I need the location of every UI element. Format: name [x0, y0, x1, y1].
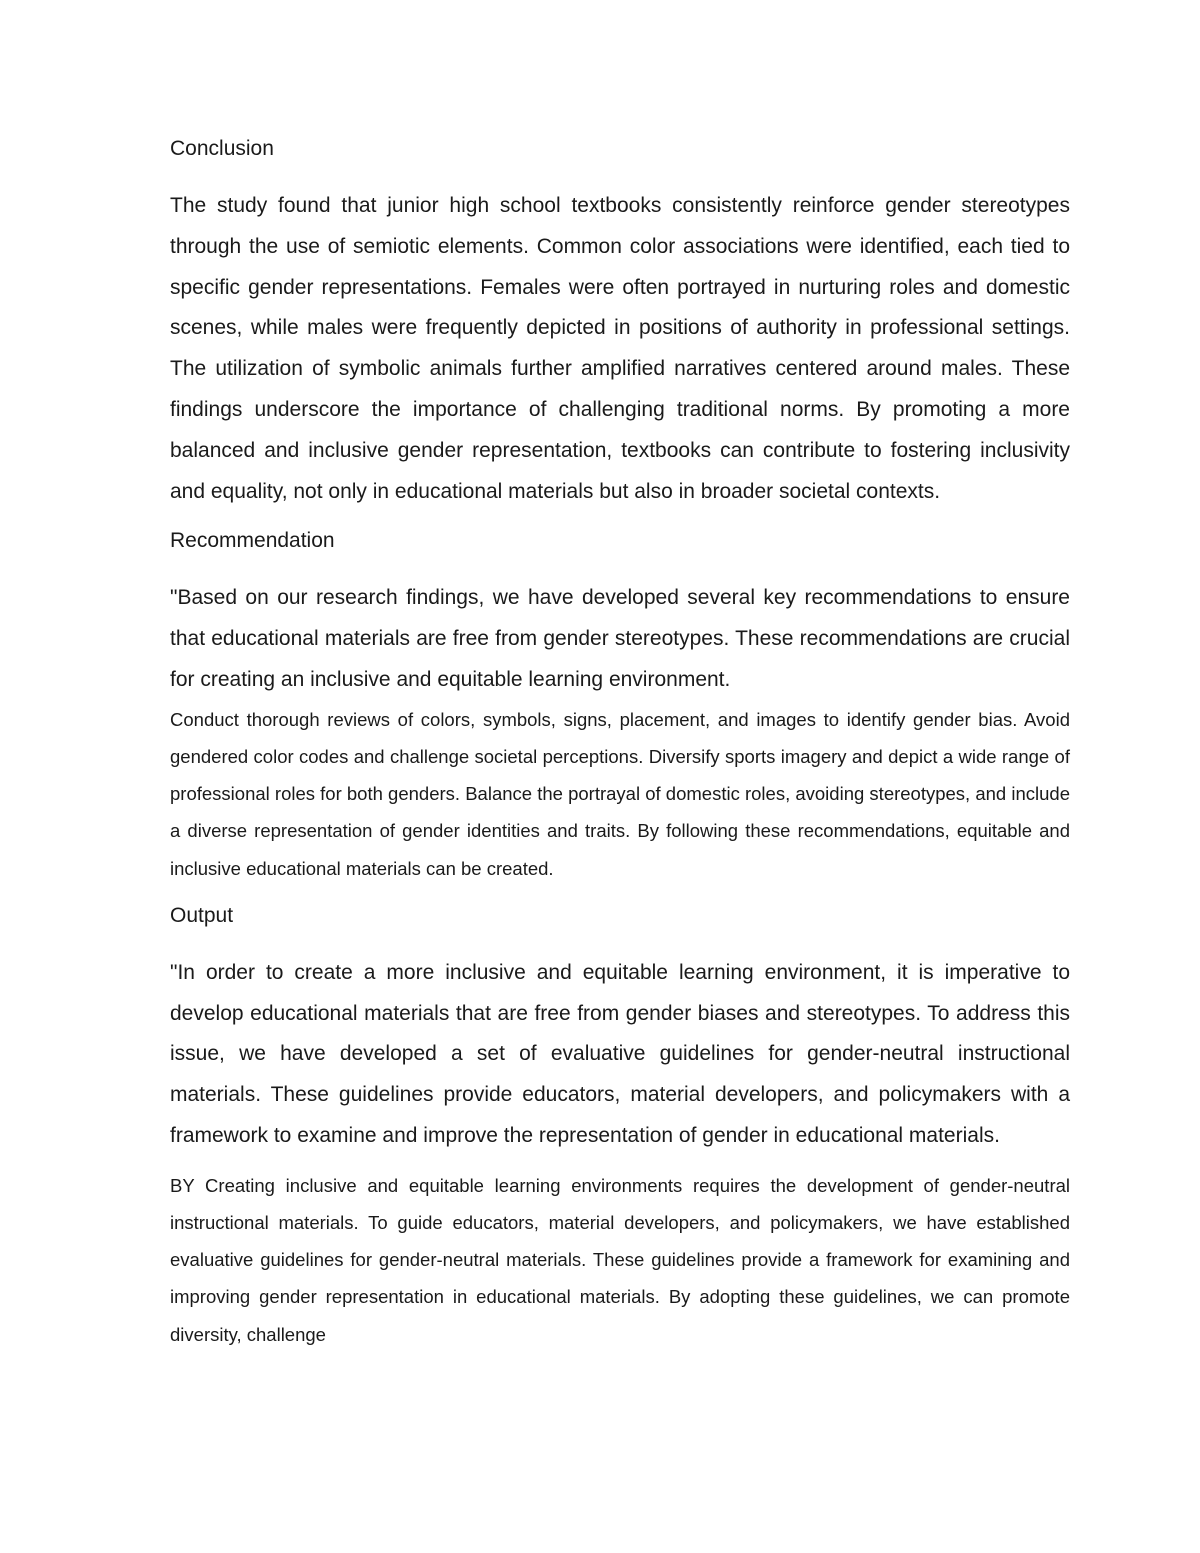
- recommendation-intro-paragraph: "Based on our research findings, we have developed several key recommendations to ensure that educational materials are free from gender stereotypes. These recommendations are crucial for creating an inclusive and equitable learning environment.: [170, 586, 1070, 691]
- document-page: [170, 132, 1070, 1353]
- conclusion-heading: Conclusion: [170, 137, 274, 160]
- output-heading: Output: [170, 903, 234, 927]
- output-details-paragraph: BY Creating inclusive and equitable learning environments requires the development of gender-neutral instructional materials. To guide educators, material developers, and policymakers, we have established evaluative guidelines for gender-neutral materials. These guidelines provide a framework for examining and improving gender representation in educational materials. By adopting these guidelines, we can promote diversity, challenge: [170, 1174, 1070, 1345]
- recommendation-details-paragraph: Conduct thorough reviews of colors, symbols, signs, placement, and images to identify gender bias. Avoid gendered color codes and challenge societal perceptions. Diversify sports imagery and depict a wide range of professional roles for both genders. Balance the portrayal of domestic roles, avoiding stereotypes, and include a diverse representation of gender identities and traits. By following these recommendations, equitable and inclusive educational materials can be created.: [170, 708, 1070, 879]
- recommendation-heading: Recommendation: [170, 529, 335, 553]
- output-intro-paragraph: "In order to create a more inclusive and equitable learning environment, it is imperative to develop educational materials that are free from gender biases and stereotypes. To address this issue, we have developed a set of evaluative guidelines for gender-neutral instructional materials. These guidelines provide educators, material developers, and policymakers with a framework to examine and improve the representation of gender in educational materials.: [170, 960, 1070, 1147]
- conclusion-paragraph: The study found that junior high school textbooks consistently reinforce gender stereotypes through the use of semiotic elements. Common color associations were identified, each tied to specific gender representations. Females were often portrayed in nurturing roles and domestic scenes, while males were frequently depicted in positions of authority in professional settings. The utilization of symbolic animals further amplified narratives centered around males. These findings underscore the importance of challenging traditional norms. By promoting a more balanced and inclusive gender representation, textbooks can contribute to fostering inclusivity and equality, not only in educational materials but also in broader societal contexts.: [170, 194, 1070, 503]
